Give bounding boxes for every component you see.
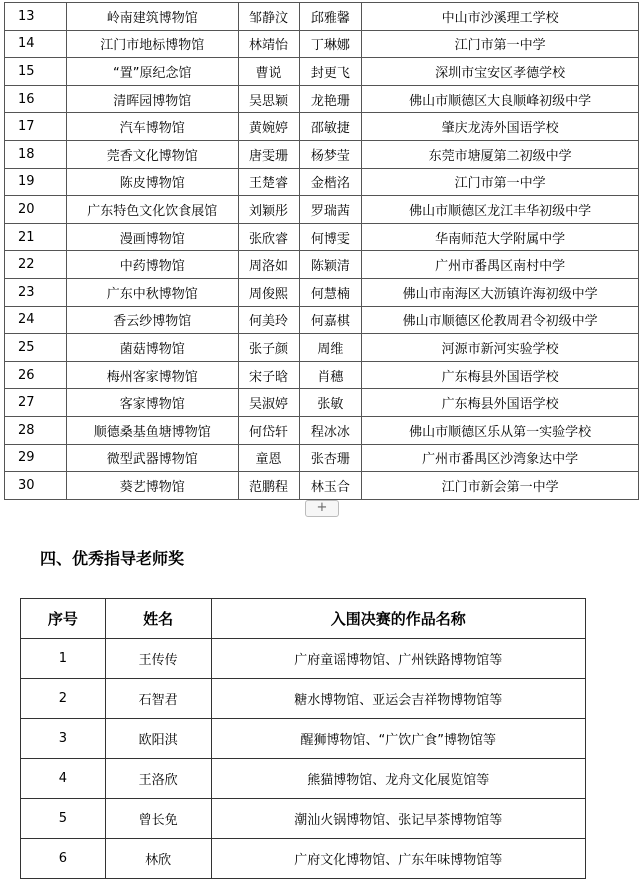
student-2: 丁琳娜 xyxy=(299,30,362,58)
award-list-body xyxy=(5,3,639,500)
add-row-button[interactable]: + xyxy=(305,500,339,517)
student-2: 封更飞 xyxy=(299,58,362,86)
student-2: 张杏珊 xyxy=(299,444,362,472)
table-row xyxy=(21,839,586,879)
student-2: 林玉合 xyxy=(299,472,362,500)
row-number: 23 xyxy=(5,278,67,306)
student-1: 邹静汶 xyxy=(238,3,299,31)
teacher-name: 曾长免 xyxy=(105,799,211,839)
museum-name: 微型武器博物馆 xyxy=(66,444,238,472)
row-number: 25 xyxy=(5,334,67,362)
table-row xyxy=(21,799,586,839)
row-number: 4 xyxy=(21,759,106,799)
school-name: 广州市番禺区南村中学 xyxy=(362,251,639,279)
table-header-row xyxy=(21,599,586,639)
student-1: 黄婉婷 xyxy=(238,113,299,141)
teacher-award-body xyxy=(21,639,586,879)
student-1: 曹说 xyxy=(238,58,299,86)
museum-name: 梅州客家博物馆 xyxy=(66,361,238,389)
student-1: 范鹏程 xyxy=(238,472,299,500)
school-name: 肇庆龙涛外国语学校 xyxy=(362,113,639,141)
museum-name: 顺德桑基鱼塘博物馆 xyxy=(66,416,238,444)
museum-name: 客家博物馆 xyxy=(66,389,238,417)
row-number: 1 xyxy=(21,639,106,679)
student-2: 周维 xyxy=(299,334,362,362)
header-index: 序号 xyxy=(21,599,106,639)
teacher-name: 石智君 xyxy=(105,679,211,719)
student-2: 龙艳珊 xyxy=(299,85,362,113)
row-number: 30 xyxy=(5,472,67,500)
student-1: 周洛如 xyxy=(238,251,299,279)
student-2: 肖穗 xyxy=(299,361,362,389)
school-name: 江门市第一中学 xyxy=(362,30,639,58)
student-1: 童恩 xyxy=(238,444,299,472)
student-2: 邵敏捷 xyxy=(299,113,362,141)
table-row xyxy=(5,58,639,86)
student-2: 罗瑞茜 xyxy=(299,196,362,224)
school-name: 东莞市塘厦第二初级中学 xyxy=(362,140,639,168)
row-number: 5 xyxy=(21,799,106,839)
school-name: 江门市新会第一中学 xyxy=(362,472,639,500)
row-number: 29 xyxy=(5,444,67,472)
award-list-table xyxy=(4,2,639,500)
student-1: 何美玲 xyxy=(238,306,299,334)
museum-name: 葵艺博物馆 xyxy=(66,472,238,500)
row-number: 14 xyxy=(5,30,67,58)
student-1: 唐雯珊 xyxy=(238,140,299,168)
student-1: 张欣睿 xyxy=(238,223,299,251)
works-list: 熊猫博物馆、龙舟文化展览馆等 xyxy=(211,759,585,799)
row-number: 3 xyxy=(21,719,106,759)
student-2: 杨梦莹 xyxy=(299,140,362,168)
teacher-name: 王洛欣 xyxy=(105,759,211,799)
student-2: 邱雅馨 xyxy=(299,3,362,31)
row-number: 24 xyxy=(5,306,67,334)
student-1: 林靖怡 xyxy=(238,30,299,58)
school-name: 佛山市顺德区龙江丰华初级中学 xyxy=(362,196,639,224)
table-row xyxy=(5,251,639,279)
row-number: 17 xyxy=(5,113,67,141)
row-number: 26 xyxy=(5,361,67,389)
school-name: 佛山市顺德区大良顺峰初级中学 xyxy=(362,85,639,113)
table-row xyxy=(21,759,586,799)
table-row xyxy=(5,113,639,141)
museum-name: 江门市地标博物馆 xyxy=(66,30,238,58)
teacher-name: 林欣 xyxy=(105,839,211,879)
museum-name: 广东特色文化饮食展馆 xyxy=(66,196,238,224)
student-1: 吴淑婷 xyxy=(238,389,299,417)
row-number: 18 xyxy=(5,140,67,168)
student-2: 张敏 xyxy=(299,389,362,417)
row-number: 20 xyxy=(5,196,67,224)
museum-name: 香云纱博物馆 xyxy=(66,306,238,334)
table-row xyxy=(5,85,639,113)
student-2: 何博雯 xyxy=(299,223,362,251)
table-row xyxy=(5,361,639,389)
row-number: 6 xyxy=(21,839,106,879)
table-row xyxy=(5,30,639,58)
school-name: 华南师范大学附属中学 xyxy=(362,223,639,251)
section-heading: 四、优秀指导老师奖 xyxy=(40,549,185,568)
student-2: 何慧楠 xyxy=(299,278,362,306)
school-name: 中山市沙溪理工学校 xyxy=(362,3,639,31)
row-number: 13 xyxy=(5,3,67,31)
student-2: 何嘉棋 xyxy=(299,306,362,334)
row-number: 21 xyxy=(5,223,67,251)
museum-name: 汽车博物馆 xyxy=(66,113,238,141)
works-list: 糖水博物馆、亚运会吉祥物博物馆等 xyxy=(211,679,585,719)
museum-name: 广东中秋博物馆 xyxy=(66,278,238,306)
museum-name: “置”原纪念馆 xyxy=(66,58,238,86)
school-name: 佛山市顺德区伦教周君令初级中学 xyxy=(362,306,639,334)
table-row xyxy=(5,389,639,417)
row-number: 27 xyxy=(5,389,67,417)
table-row xyxy=(5,306,639,334)
table-row xyxy=(21,639,586,679)
museum-name: 岭南建筑博物馆 xyxy=(66,3,238,31)
teacher-name: 欧阳淇 xyxy=(105,719,211,759)
row-number: 2 xyxy=(21,679,106,719)
works-list: 广府文化博物馆、广东年味博物馆等 xyxy=(211,839,585,879)
student-1: 张子颜 xyxy=(238,334,299,362)
works-list: 广府童谣博物馆、广州铁路博物馆等 xyxy=(211,639,585,679)
school-name: 佛山市南海区大沥镇许海初级中学 xyxy=(362,278,639,306)
school-name: 江门市第一中学 xyxy=(362,168,639,196)
table-row xyxy=(5,3,639,31)
table-row xyxy=(5,140,639,168)
table-row xyxy=(5,223,639,251)
museum-name: 莞香文化博物馆 xyxy=(66,140,238,168)
works-list: 醒狮博物馆、“广饮广食”博物馆等 xyxy=(211,719,585,759)
school-name: 佛山市顺德区乐从第一实验学校 xyxy=(362,416,639,444)
student-1: 王楚睿 xyxy=(238,168,299,196)
student-2: 陈颖清 xyxy=(299,251,362,279)
table-row xyxy=(5,168,639,196)
teacher-name: 王传传 xyxy=(105,639,211,679)
student-2: 程冰冰 xyxy=(299,416,362,444)
museum-name: 清晖园博物馆 xyxy=(66,85,238,113)
table-row xyxy=(21,719,586,759)
museum-name: 漫画博物馆 xyxy=(66,223,238,251)
school-name: 河源市新河实验学校 xyxy=(362,334,639,362)
table-row xyxy=(5,278,639,306)
museum-name: 陈皮博物馆 xyxy=(66,168,238,196)
row-number: 19 xyxy=(5,168,67,196)
header-works: 入围决赛的作品名称 xyxy=(211,599,585,639)
student-1: 周俊熙 xyxy=(238,278,299,306)
works-list: 潮汕火锅博物馆、张记早茶博物馆等 xyxy=(211,799,585,839)
student-1: 宋子晗 xyxy=(238,361,299,389)
museum-name: 菌菇博物馆 xyxy=(66,334,238,362)
student-1: 吴思颖 xyxy=(238,85,299,113)
student-1: 何岱轩 xyxy=(238,416,299,444)
table-row xyxy=(5,444,639,472)
table-row xyxy=(5,416,639,444)
school-name: 广东梅县外国语学校 xyxy=(362,361,639,389)
school-name: 广州市番禺区沙湾象达中学 xyxy=(362,444,639,472)
student-1: 刘颖彤 xyxy=(238,196,299,224)
table-row xyxy=(21,679,586,719)
teacher-award-table xyxy=(20,598,586,879)
row-number: 28 xyxy=(5,416,67,444)
header-name: 姓名 xyxy=(105,599,211,639)
museum-name: 中药博物馆 xyxy=(66,251,238,279)
table-row xyxy=(5,472,639,500)
school-name: 深圳市宝安区孝德学校 xyxy=(362,58,639,86)
row-number: 15 xyxy=(5,58,67,86)
row-number: 22 xyxy=(5,251,67,279)
table-row xyxy=(5,196,639,224)
school-name: 广东梅县外国语学校 xyxy=(362,389,639,417)
student-2: 金楷洺 xyxy=(299,168,362,196)
table-row xyxy=(5,334,639,362)
row-number: 16 xyxy=(5,85,67,113)
